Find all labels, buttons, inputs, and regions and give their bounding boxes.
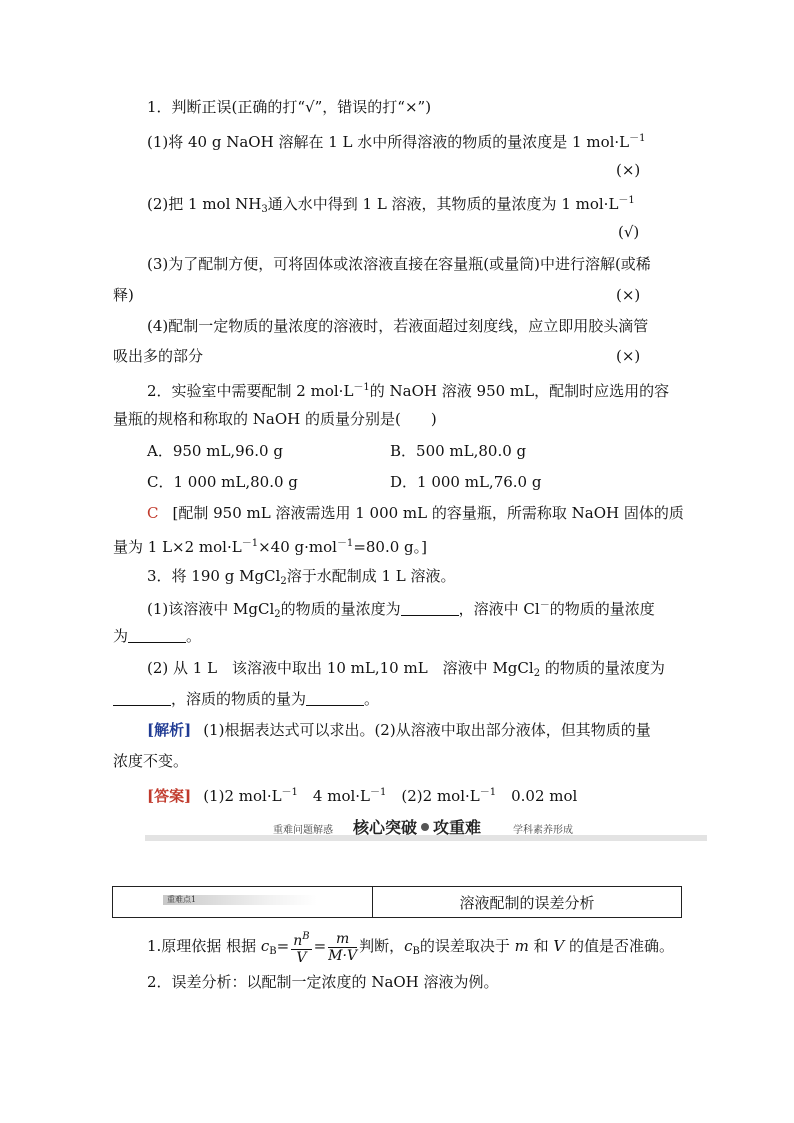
- q3-answer: [147, 783, 577, 806]
- q3-part2-line1: [147, 658, 665, 684]
- fraction-n-v: [291, 929, 311, 966]
- q1-item-2: [147, 191, 635, 220]
- jiexi-text: (1)根据表达式可以求出。(2)从溶液中取出部分液体，但其物质的量: [203, 721, 651, 739]
- jiexi-tag: [解析]: [147, 721, 192, 739]
- fraction-m-mv: [328, 931, 357, 964]
- daan-a: (1)2 mol·L: [203, 787, 282, 805]
- superscript: －1: [241, 538, 259, 549]
- answer-blank[interactable]: [401, 601, 459, 616]
- q1-item-4-line1: (4)配制一定物质的量浓度的溶液时，若液面超过刻度线，应立即用胶头滴管: [147, 317, 649, 335]
- q1-item-2-mark: (√): [618, 223, 640, 241]
- bullet-icon: [421, 823, 429, 831]
- daan-tag: [答案]: [147, 787, 192, 805]
- superscript: －1: [370, 787, 387, 798]
- answer-blank[interactable]: [306, 691, 364, 706]
- section-tag: 重难点1: [163, 895, 317, 905]
- banner-right-text: 学科素养形成: [513, 825, 573, 836]
- q2-option-b: B．500 mL,80.0 g: [390, 442, 527, 460]
- superscript: －1: [479, 787, 497, 798]
- p1-text-c: ，溶液中 Cl: [458, 600, 540, 618]
- superscript: －1: [629, 133, 646, 144]
- equals: =: [313, 937, 327, 955]
- q1-item-1-mark: (×): [616, 161, 641, 179]
- superscript: －: [539, 600, 550, 611]
- principle-line: [147, 928, 674, 970]
- principle-text-b: 判断，: [359, 937, 405, 955]
- subscript: 2: [274, 609, 281, 620]
- q3-title-b: 溶于水配制成 1 L 溶液。: [286, 567, 456, 585]
- q1-item-4-mark: (×): [616, 347, 641, 365]
- q3-part1-line1: [147, 596, 655, 625]
- var-m: m: [514, 937, 529, 955]
- exp-text-a: 量为 1 L×2 mol·L: [113, 538, 242, 556]
- q2-explanation-text: [配制 950 mL 溶液需选用 1 000 mL 的容量瓶，所需称取 NaOH 固体的质: [172, 504, 684, 522]
- superscript: －1: [353, 382, 370, 393]
- q1-item-2-text-b: 通入水中得到 1 L 溶液，其物质的量浓度为 1 mol·L: [267, 195, 619, 213]
- q3-part1-line2: [113, 626, 201, 646]
- answer-blank[interactable]: [128, 628, 186, 643]
- q2-option-d: D．1 000 mL,76.0 g: [390, 473, 542, 491]
- q1-item-2-text: (2)把 1 mol NH: [147, 195, 262, 213]
- q2-answer: C: [147, 504, 159, 522]
- q1-item-3-line2: 释): [113, 286, 134, 304]
- q2-line2: 量瓶的规格和称取的 NaOH 的质量分别是( ): [113, 410, 437, 428]
- exp-text-c: =80.0 g。]: [353, 538, 428, 556]
- exp-text-b: ×40 g·mol: [258, 538, 337, 556]
- q1-item-1: [147, 129, 646, 152]
- p1-text-b: 的物质的量浓度为: [280, 600, 401, 618]
- q2-text-b: 的 NaOH 溶液 950 mL，配制时应选用的容: [369, 382, 670, 400]
- q2-explanation-line2: [113, 534, 427, 557]
- q2-text-a: 2．实验室中需要配制 2 mol·L: [147, 382, 354, 400]
- q2-option-a: A．950 mL,96.0 g: [147, 442, 283, 460]
- q3-part2-line2: [113, 689, 379, 709]
- superscript: －1: [618, 195, 635, 206]
- p1-line2-end: 。: [186, 627, 202, 645]
- q3-title-a: 3．将 190 g MgCl: [147, 567, 281, 585]
- q2-option-c: C．1 000 mL,80.0 g: [147, 473, 298, 491]
- banner-title: [353, 815, 481, 838]
- q1-item-4-line2: 吸出多的部分: [113, 347, 204, 365]
- q3-jiexi-line1: [147, 720, 651, 740]
- var-c: c: [404, 937, 413, 955]
- section-title: 溶液配制的误差分析: [459, 894, 595, 912]
- superscript: －1: [281, 787, 298, 798]
- principle-text-d: 的值是否准确。: [564, 937, 675, 955]
- subscript: B: [412, 946, 420, 957]
- numerator: n: [293, 932, 303, 949]
- p2-text-a: (2) 从 1 L 该溶液中取出 10 mL,10 mL 溶液中 MgCl: [147, 659, 534, 677]
- equals: =: [276, 937, 290, 955]
- analysis-line: 2．误差分析：以配制一定浓度的 NaOH 溶液为例。: [147, 973, 499, 991]
- banner-title-a: 核心突破: [353, 818, 418, 837]
- q1-item-1-text: (1)将 40 g NaOH 溶解在 1 L 水中所得溶液的物质的量浓度是 1 mol·L: [147, 133, 630, 151]
- daan-d: 0.02 mol: [496, 787, 578, 805]
- numerator: m: [328, 931, 357, 948]
- p1-text-a: (1)该溶液中 MgCl: [147, 600, 275, 618]
- p1-text-d: 的物质的量浓度: [549, 600, 655, 618]
- superscript: －1: [336, 538, 354, 549]
- subscript: 2: [280, 576, 287, 587]
- p2-line2-end: 。: [364, 690, 380, 708]
- q1-title: 1．判断正误(正确的打“√”，错误的打“×”): [147, 98, 432, 116]
- q1-item-3-line1: (3)为了配制方便，可将固体或浓溶液直接在容量瓶(或量筒)中进行溶解(或稀: [147, 255, 651, 273]
- superscript: B: [302, 930, 310, 942]
- section-banner: [145, 815, 707, 845]
- q2-explanation-line1: [147, 503, 684, 523]
- daan-b: 4 mol·L: [297, 787, 371, 805]
- q1-item-3-mark: (×): [616, 286, 641, 304]
- subscript: 3: [261, 204, 268, 215]
- p2-text-b: 的物质的量浓度为: [540, 659, 665, 677]
- q2-line1: [147, 378, 669, 401]
- section-header-table: [112, 886, 682, 918]
- principle-and: 和: [528, 937, 554, 955]
- principle-text-c: 的误差取决于: [419, 937, 515, 955]
- answer-blank[interactable]: [113, 691, 171, 706]
- daan-c: (2)2 mol·L: [386, 787, 480, 805]
- denominator: M·V: [328, 947, 358, 964]
- subscript: 2: [533, 668, 541, 679]
- var-c: c: [260, 937, 270, 955]
- banner-left-text: 重难问题解惑: [273, 825, 333, 836]
- q3-title: [147, 566, 456, 592]
- q3-jiexi-line2: 浓度不变。: [113, 752, 189, 770]
- p2-line2-text: ，溶质的物质的量为: [171, 690, 307, 708]
- p1-line2-text: 为: [113, 627, 129, 645]
- principle-text-a: 1.原理依据 根据: [147, 937, 261, 955]
- subscript: B: [269, 946, 277, 957]
- banner-title-b: 攻重难: [433, 818, 482, 837]
- var-v: V: [553, 937, 565, 955]
- denominator: V: [296, 949, 307, 966]
